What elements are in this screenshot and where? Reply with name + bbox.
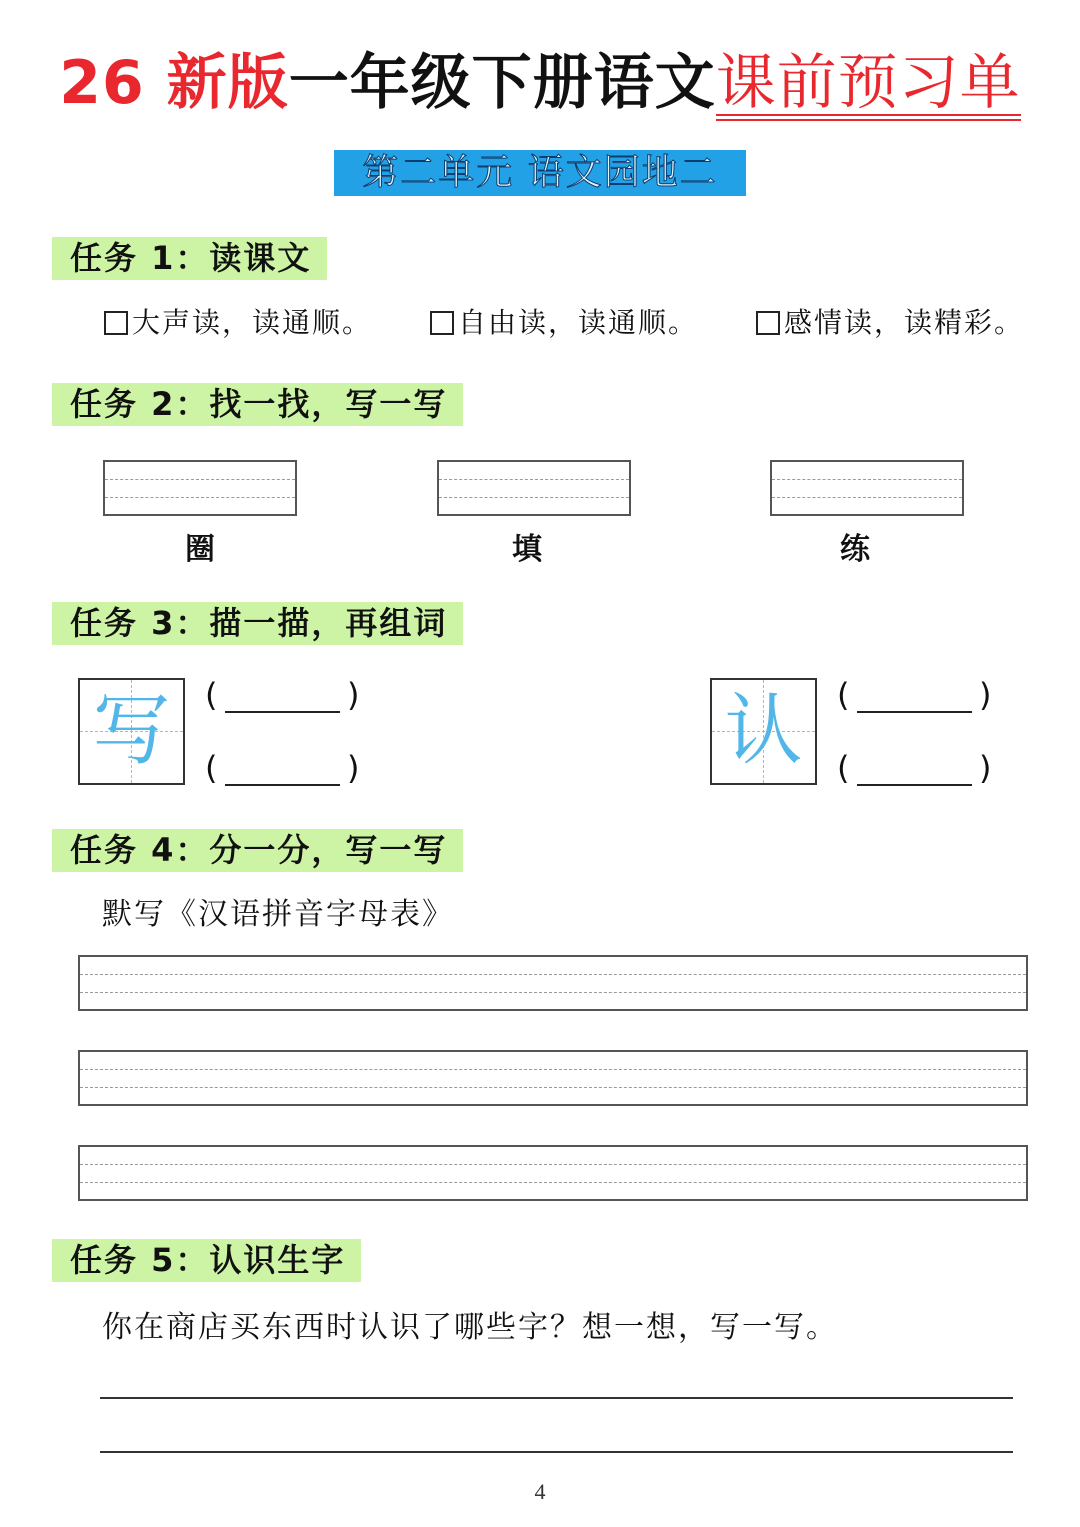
word-blank-line[interactable] [225, 711, 340, 713]
unit-subtitle-banner: 第二单元 语文园地二 [334, 150, 746, 196]
task5-header: 任务 5：认识生字 [52, 1239, 361, 1282]
dashed-guide-line [80, 1069, 1026, 1070]
reading-option-label: 感情读，读精彩。 [784, 306, 1025, 339]
word-blank-row [837, 748, 997, 788]
answer-line[interactable] [100, 1451, 1013, 1453]
dashed-guide-line [80, 1087, 1026, 1088]
title-suffix-underlined: 课前预习单 [716, 52, 1021, 121]
dashed-guide-line [439, 479, 629, 480]
tian-grid-box [78, 678, 185, 785]
task4-header: 任务 4：分一分，写一写 [52, 829, 463, 872]
checkbox[interactable] [104, 311, 128, 335]
word-label: 填 [512, 532, 542, 567]
reading-option-3 [756, 305, 1024, 341]
task5-question: 你在商店买东西时认识了哪些字？想一想，写一写。 [102, 1310, 838, 1345]
dashed-guide-line [439, 497, 629, 498]
page-number: 4 [534, 1479, 546, 1504]
alphabet-writing-box[interactable] [78, 1050, 1028, 1106]
title-middle: 一年级下册语文 [288, 48, 716, 118]
dashed-guide-line [80, 974, 1026, 975]
reading-option-1 [104, 305, 372, 341]
dashed-guide-line [772, 497, 962, 498]
paren-open: ( [837, 676, 850, 714]
pinyin-writing-box[interactable] [103, 460, 297, 516]
paren-open: ( [837, 749, 850, 787]
dashed-guide-line [772, 479, 962, 480]
word-label: 圈 [185, 532, 215, 567]
dashed-guide-line [80, 1164, 1026, 1165]
word-blank-line[interactable] [857, 711, 972, 713]
trace-character: 写 [92, 686, 171, 776]
dashed-guide-line [80, 1182, 1026, 1183]
paren-close: ) [347, 749, 360, 787]
word-blank-row [837, 675, 997, 715]
pinyin-writing-box[interactable] [770, 460, 964, 516]
word-blank-line[interactable] [857, 784, 972, 786]
checkbox[interactable] [430, 311, 454, 335]
pinyin-writing-box[interactable] [437, 460, 631, 516]
task3-header: 任务 3：描一描，再组词 [52, 602, 463, 645]
paren-open: ( [205, 749, 218, 787]
reading-option-label: 大声读，读通顺。 [132, 306, 373, 339]
word-blank-row [205, 675, 365, 715]
alphabet-writing-box[interactable] [78, 955, 1028, 1011]
alphabet-writing-box[interactable] [78, 1145, 1028, 1201]
dashed-guide-line [105, 497, 295, 498]
paren-close: ) [979, 749, 992, 787]
dashed-guide-line [80, 992, 1026, 993]
trace-character: 认 [724, 686, 803, 776]
paren-close: ) [979, 676, 992, 714]
checkbox[interactable] [756, 311, 780, 335]
word-label: 练 [840, 532, 870, 567]
tian-grid-box [710, 678, 817, 785]
title-prefix: 26 新版 [59, 48, 289, 118]
dashed-guide-line [105, 479, 295, 480]
page-title [0, 48, 1080, 121]
task2-header: 任务 2：找一找，写一写 [52, 383, 463, 426]
word-blank-row [205, 748, 365, 788]
task1-header: 任务 1：读课文 [52, 237, 327, 280]
reading-option-label: 自由读，读通顺。 [458, 306, 699, 339]
word-blank-line[interactable] [225, 784, 340, 786]
reading-option-2 [430, 305, 698, 341]
paren-close: ) [347, 676, 360, 714]
paren-open: ( [205, 676, 218, 714]
task4-instruction: 默写《汉语拼音字母表》 [102, 897, 454, 932]
answer-line[interactable] [100, 1397, 1013, 1399]
